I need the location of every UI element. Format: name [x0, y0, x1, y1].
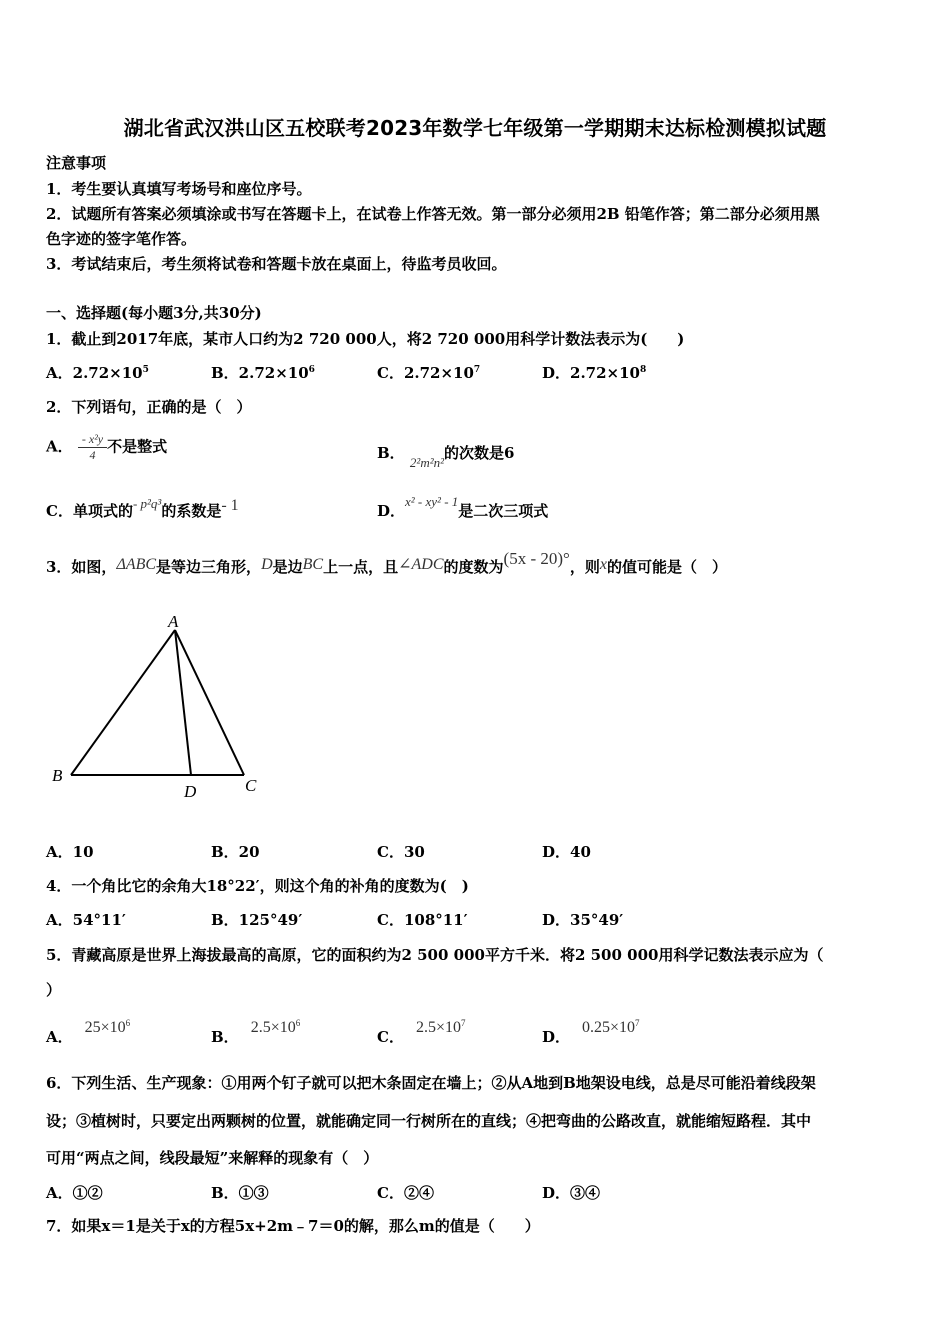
- section-heading: 一、选择题(每小题3分,共30分): [46, 304, 262, 322]
- q6-option-d: D．③④: [542, 1184, 601, 1202]
- q1-option-b: B．$2.72\times 10^6$: [211, 364, 315, 382]
- side-ab: [71, 630, 175, 775]
- question-6-stem: 可用“两点之间，线段最短”来解释的现象有（ ）: [46, 1149, 379, 1167]
- question-5-stem-end: ）: [46, 981, 62, 999]
- q2-option-d: D．x² - xy² - 1是二次三项式: [377, 494, 549, 520]
- notice-item: 2．试题所有答案必须填涂或书写在答题卡上，在试卷上作答无效。第一部分必须用2B 铅笔作答；第二部分必须用黑: [46, 205, 820, 223]
- question-4-stem: 4．一个角比它的余角大18°22′，则这个角的补角的度数为( ): [46, 877, 469, 895]
- vertex-label-c: C: [245, 776, 257, 795]
- notice-heading: 注意事项: [46, 154, 107, 172]
- point-label-d: D: [184, 782, 197, 801]
- side-ac: [175, 630, 244, 775]
- question-2-stem: 2．下列语句，正确的是（ ）: [46, 398, 252, 416]
- q3-option-d: D．40: [542, 843, 591, 861]
- question-1-stem: 1．截止到2017年底，某市人口约为2 720 000人，将2 720 000用科学计数法表示为( ): [46, 330, 685, 348]
- notice-item: 色字迹的签字笔作答。: [46, 230, 197, 248]
- question-7-stem: 7．如果x＝1是关于x的方程5x+2m﹣7＝0的解，那么m的值是（ ）: [46, 1217, 540, 1235]
- q1-option-d: D．$2.72\times 10^8$: [542, 364, 647, 382]
- notice-item: 3．考试结束后，考生须将试卷和答题卡放在桌面上，待监考员收回。: [46, 255, 507, 273]
- q2-option-c: C．单项式的- p²q³的系数是- 1: [46, 496, 239, 520]
- q6-option-c: C．②④: [377, 1184, 434, 1202]
- vertex-label-b: B: [52, 766, 63, 785]
- q3-option-c: C．30: [377, 843, 425, 861]
- triangle-figure: [40, 605, 280, 805]
- page-title: 湖北省武汉洪山区五校联考2023年数学七年级第一学期期末达标检测模拟试题: [123, 116, 827, 140]
- q4-option-a: A．54°11′: [46, 911, 126, 929]
- q2-option-b: B． 2²m²n²的次数是6: [377, 444, 515, 470]
- q3-option-b: B．20: [211, 843, 260, 861]
- notice-item: 1．考生要认真填写考场号和座位序号。: [46, 180, 312, 198]
- q6-option-a: A．①②: [46, 1184, 103, 1202]
- q1-option-a: A．$2.72\times 10^5$: [46, 364, 149, 382]
- q5-option-c: C．$2.5\times 10^7$: [377, 1018, 466, 1046]
- q1-option-c: C．$2.72\times 10^7$: [377, 364, 481, 382]
- q5-option-b: B．$2.5\times 10^6$: [211, 1018, 301, 1046]
- q2-option-a: A． $\frac{\text{- x²y}}{4}$ 不是整式: [46, 432, 168, 462]
- q6-option-b: B．①③: [211, 1184, 269, 1202]
- q3-option-a: A．10: [46, 843, 94, 861]
- question-6-stem: 6．下列生活、生产现象：①用两个钉子就可以把木条固定在墙上；②从A地到B地架设电线，总是尽可能沿着线段架: [46, 1074, 816, 1092]
- question-3-stem: 3．如图，ΔABC是等边三角形，D是边BC上一点，且∠ADC的度数为(5x - 20)°，则x的值可能是（ ）: [46, 549, 727, 576]
- q4-option-b: B．125°49′: [211, 911, 303, 929]
- segment-ad: [175, 630, 191, 775]
- fraction-math: $\frac{\text{- x²y}}{4}$: [78, 432, 107, 463]
- q5-option-d: D．$0.25\times 10^7$: [542, 1018, 640, 1046]
- question-5-stem: 5．青藏高原是世界上海拔最高的高原，它的面积约为2 500 000平方千米．将2 500 000用科学记数法表示应为（: [46, 946, 824, 964]
- question-6-stem: 设；③植树时，只要定出两颗树的位置，就能确定同一行树所在的直线；④把弯曲的公路改直，就能缩短路程．其中: [46, 1112, 812, 1130]
- q4-option-c: C．108°11′: [377, 911, 468, 929]
- q4-option-d: D．35°49′: [542, 911, 624, 929]
- vertex-label-a: A: [168, 612, 179, 631]
- q5-option-a: A．$25\times 10^6$: [46, 1018, 131, 1046]
